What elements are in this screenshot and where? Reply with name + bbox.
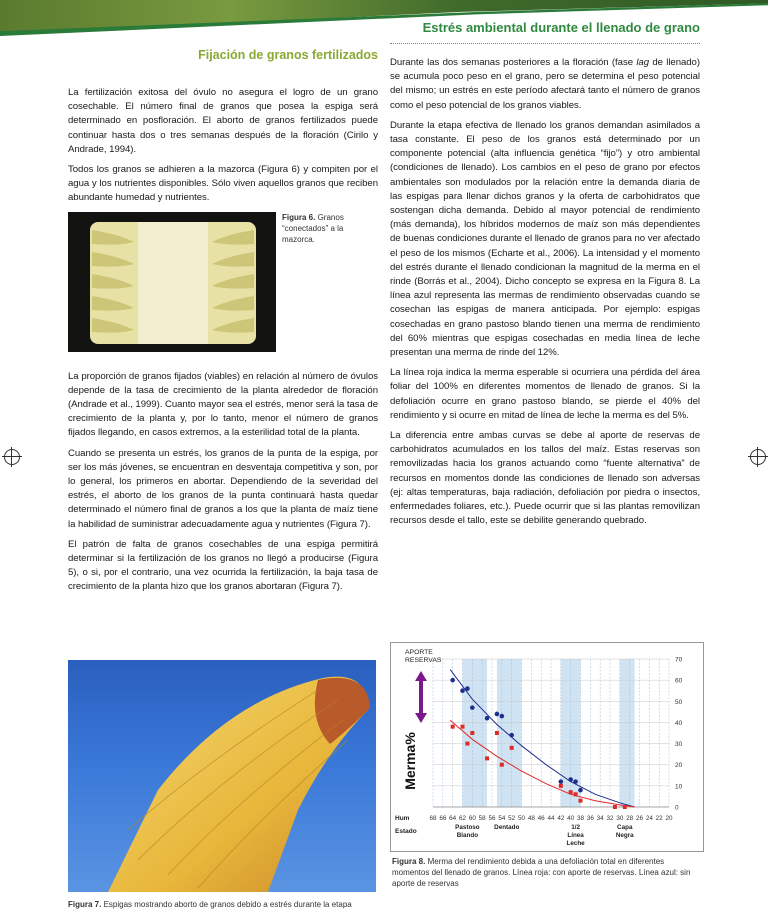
right-column	[390, 20, 700, 529]
stage-label: Blando	[456, 832, 479, 839]
figure-6-photo	[68, 212, 276, 352]
data-point	[465, 686, 470, 691]
x-tick-label: 52	[508, 815, 516, 822]
section-title-fijacion: Fijación de granos fertilizados	[198, 48, 378, 62]
paragraph: La línea roja indica la merma esperable si ocurriera una pérdida del área foliar del 100% en diferentes momentos de llenado de granos. Si la defoliación ocurre en grano pastoso blando, se pierde el 40% del rendimiento y si ocurre en mitad de línea de leche la merma es del 5%.	[390, 367, 700, 421]
x-tick-label: 26	[635, 815, 644, 822]
x-tick-label: 42	[557, 815, 565, 822]
data-point	[509, 733, 514, 738]
stage-label: 1/2	[571, 824, 580, 831]
paragraph: La diferencia entre ambas curvas se debe al aporte de reservas de carbohidratos acumulados en los tallos del maíz. Estas reservas son removilizadas hacia los granos actuando como “fuente alternativa” de recursos en momentos donde las condiciones de llenado son adversas (ej: altas temperaturas, baja radiación, defoliación por piedra o insectos, enfermedades foliares, etc.). Puede ocurrir que si las plantas removilizan recursos desde el tallo, este se debilite generando quebrado.	[390, 430, 700, 527]
figure-7-text: Espigas mostrando aborto de granos debido a estrés durante la etapa	[103, 900, 352, 909]
y-tick-label: 50	[675, 698, 683, 706]
figure-6	[68, 212, 378, 360]
figure-7-caption	[68, 899, 388, 910]
figure-6-caption	[282, 212, 378, 245]
reserve-arrow-head-up	[415, 671, 427, 681]
data-point	[559, 784, 563, 788]
y-tick-label: 10	[675, 783, 683, 791]
stage-label: Negra	[615, 832, 634, 839]
x-tick-label: 44	[547, 815, 555, 822]
data-point	[500, 714, 505, 719]
paragraph: Todos los granos se adhieren a la mazorca (Figura 6) y compiten por el agua y los nutrientes disponibles. Sólo viven aquellos granos que reciben abundante humedad y nutrientes.	[68, 164, 378, 204]
paragraph: El patrón de falta de granos cosechables de una espiga permitirá determinar si la fertilización de los granos no llegó a producirse (Figura 5), o si, por el contrario, una vez ocurrida la fertilización, la baja tasa de crecimiento de la planta hizo que los granos abortaran (Figura 7).	[68, 538, 378, 593]
x-tick-label: 40	[567, 815, 575, 822]
figure-8-caption	[392, 856, 700, 889]
data-point	[460, 688, 465, 693]
paragraph: La fertilización exitosa del óvulo no asegura el logro de un grano cosechable. El número final de granos que posea la espiga será determinado en posfloración. El aborto de granos fertilizados puede continuar hasta dos o tres semanas después de la floración (Cirilo y Andrade, 1994).	[68, 87, 378, 155]
data-point	[578, 788, 583, 793]
data-point	[465, 742, 469, 746]
x-tick-label: 38	[576, 815, 585, 822]
y-tick-label: 70	[675, 656, 683, 664]
x-tick-label: 24	[645, 815, 653, 822]
y-tick-label: 60	[675, 677, 683, 685]
data-point	[470, 705, 475, 710]
figure-8-text: Merma del rendimiento debida a una defoliación total en diferentes momentos del llenado de granos. Línea roja: con aporte de reservas. Línea azul: sin aporte de reservas	[392, 857, 691, 888]
data-point	[573, 779, 578, 784]
paragraph: La proporción de granos fijados (viables) en relación al número de óvulos depende de la tasa de crecimiento de la planta alrededor de floración (Andrade et al., 1999). Cuanto mayor sea el estrés, menor será la tasa de crecimiento de la planta y, por lo tanto, menor el número de granos fijados llegando, en casos extremos, a la esterilidad total de la planta.	[68, 370, 378, 439]
x-tick-label: 36	[586, 815, 594, 822]
annotation-aporte-reservas: APORTE	[405, 649, 433, 656]
y-tick-label: 20	[675, 762, 683, 770]
x-tick-label: 58	[478, 815, 486, 822]
cob-cross-section-image	[68, 212, 276, 352]
stage-band	[497, 659, 522, 807]
data-point	[574, 792, 578, 796]
x-tick-label: 54	[498, 815, 506, 822]
x-tick-label: 32	[606, 815, 614, 822]
x-tick-label: 50	[517, 815, 526, 822]
reserve-arrow-head-down	[415, 713, 427, 723]
data-point	[569, 790, 573, 794]
figure-8-label: Figura 8.	[392, 857, 426, 866]
stage-label: Capa	[617, 824, 633, 831]
x-tick-label: 62	[458, 815, 467, 822]
paragraph: Cuando se presenta un estrés, los granos de la punta de la espiga, por ser los más jóvenes, se encuentran en desventaja competitiva y son, por lo general, los primeros en abortar. Dependiendo de la severidad del estrés, el aborto de los granos de la punta continuará hasta quedar determinado el número final de granos a los que la planta de maíz tiene la habilidad de suministrar adecuadamente agua y nutrientes (Figura 7).	[68, 447, 378, 530]
data-point	[495, 731, 499, 735]
registration-mark-left	[4, 449, 20, 465]
x-tick-label: 48	[527, 815, 535, 822]
annotation-aporte-reservas: RESERVAS	[405, 657, 442, 664]
stage-label: Pastoso	[455, 824, 480, 831]
stage-label: Leche	[566, 840, 585, 847]
data-point	[485, 756, 489, 760]
paragraph: Durante la etapa efectiva de llenado los granos demandan asimilados a tasa constante. El peso de los granos está determinado por un componente potencial (alta influencia genética “fijo”) y otro ambiental (condiciones de llenado). Los cambios en el peso de grano por efectos ambientales son modulados por la relación entre la demanda diaria de las espigas para llenar dichos granos y la oferta de carbohidratos que sostengan dicha demanda. Debido al mayor potencial de rendimiento (más demanda), los híbridos modernos de maíz son más dependientes de buenas condiciones durante el llenado de granos para no ver afectado el peso de los mismos (Echarte et al., 2006). La intensidad y el momento del estrés durante el llenado condicionan la magnitud de la merma en el rinde (Borrás et al., 2004). Dicho concepto se expresa en la Figura 8. La línea azul representa las mermas de rendimiento observadas cuando se cosechan las espigas de manera anticipada. Por ejemplo: espigas cosechadas en grano pastoso blando tienen una merma de rendimiento del 60% mientras que espigas cosechadas en media línea de leche presentan una merma de rinde del 12%.	[390, 119, 700, 359]
stage-band	[463, 659, 488, 807]
x-tick-label: 64	[449, 815, 457, 822]
figure-6-text: Granos “conectados” a la mazorca.	[282, 212, 344, 244]
y-tick-label: 0	[675, 804, 679, 812]
text-italic-lag: lag	[636, 57, 649, 68]
text-run: Durante las dos semanas posteriores a la floración (fase	[390, 57, 637, 68]
data-point	[559, 779, 564, 784]
y-tick-label: 40	[675, 719, 683, 727]
figure-6-label: Figura 6.	[282, 212, 316, 222]
figure-7-photo	[68, 660, 376, 892]
x-tick-label: 28	[626, 815, 634, 822]
paragraph	[390, 56, 700, 113]
x-tick-label: 34	[596, 815, 604, 822]
registration-mark-right	[750, 449, 766, 465]
data-point	[510, 746, 514, 750]
y-axis-label: Merma%	[402, 732, 418, 790]
x-tick-label: 46	[537, 815, 545, 822]
x-tick-label: 30	[616, 815, 624, 822]
data-point	[485, 716, 490, 721]
section-title-estres: Estrés ambiental durante el llenado de grano	[390, 20, 700, 44]
left-column	[68, 40, 378, 595]
data-point	[461, 725, 465, 729]
y-tick-label: 30	[675, 741, 683, 749]
data-point	[450, 678, 455, 683]
corn-ear-image	[68, 660, 376, 892]
data-point	[623, 805, 627, 809]
data-point	[500, 763, 504, 767]
x-row-label: Hum	[395, 815, 410, 822]
data-point	[579, 799, 583, 803]
data-point	[495, 712, 500, 717]
data-point	[470, 731, 474, 735]
stage-row-label: Estado	[395, 828, 417, 835]
data-point	[451, 725, 455, 729]
data-point	[568, 777, 573, 782]
x-tick-label: 56	[488, 815, 496, 822]
x-tick-label: 20	[665, 815, 673, 822]
stage-label: Línea	[567, 832, 584, 839]
x-tick-label: 22	[655, 815, 663, 822]
x-tick-label: 66	[439, 815, 447, 822]
stage-band	[620, 659, 635, 807]
figure-7-label: Figura 7.	[68, 900, 102, 909]
x-tick-label: 60	[468, 815, 476, 822]
text-run: de llenado) se acumula poco peso en el grano, pero se determina el peso potencial del mismo; un estrés en este período afectará tanto el número de granos como el peso potencial de los granos viables.	[390, 57, 700, 111]
stage-label: Dentado	[494, 824, 520, 831]
data-point	[613, 805, 617, 809]
figure-8-chart	[390, 642, 704, 852]
x-tick-label: 68	[429, 815, 437, 822]
merma-chart-svg	[391, 643, 703, 851]
